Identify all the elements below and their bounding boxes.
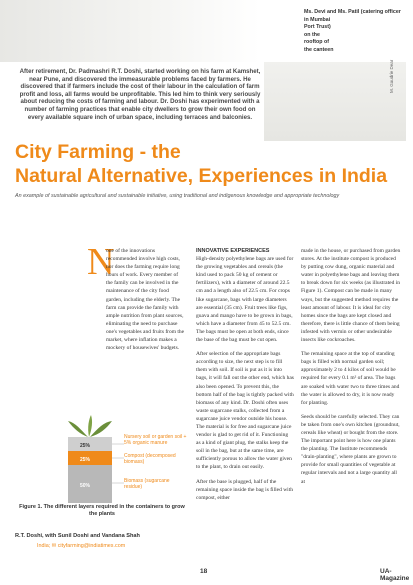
soil-pct: 25% bbox=[80, 443, 91, 449]
photo-credit: M. Gaudrie Dear bbox=[389, 59, 394, 93]
intro-paragraph: After retirement, Dr. Padmashri R.T. Doshi, started working on his farm at Kamshet, near Pune, and discovered the immeasurable problems faced by farmers. He discovered that if farmers include the cost of their labour in the calculation of farm profit and loss, all farms would be unprofitable. This led him to think very seriously about reducing the costs of farming and labour. Dr. Doshi has experimented with a number of farming practices that enable city dwellers to grow their own food on every available square inch of urban space, including terraces and balconies. bbox=[19, 68, 261, 121]
page-number: 18 bbox=[200, 568, 208, 575]
photo-caption-line: on the bbox=[304, 31, 320, 38]
photo-caption-line: the canteen bbox=[304, 46, 334, 53]
title-line-1: City Farming - the bbox=[15, 141, 181, 163]
photo-caption-line: Ms. Devi and Ms. Patil (catering officer bbox=[304, 9, 401, 15]
magazine-name: UA-Magazine bbox=[380, 568, 410, 582]
header-photo bbox=[0, 0, 260, 62]
contact-email[interactable]: India; ✉ cityfarming@indiatimes.com bbox=[37, 543, 126, 549]
drop-cap: N bbox=[87, 241, 115, 283]
rooftop-photo bbox=[264, 59, 406, 141]
col3-text bbox=[301, 247, 401, 492]
biomass-layer-label: Biomass (sugarcane residue) bbox=[124, 478, 170, 490]
paragraph: made in the house, or purchased from garden stores. At the institute compost is produced by putting cow dung, organic material and water in polyethylene bags and leaving them to break down for six weeks (as illustrated in Figure 1). Compost can be made in many ways, but the suggested method requires the least amount of labour. It is ideal for city homes since the bags are kept closed and therefore, there is little chance of them being infested with vermin or other undesirable insects like cockroaches. bbox=[301, 248, 401, 344]
photo-caption-line: rooftop of bbox=[304, 39, 330, 46]
title-line-2: Natural Alternative, Experiences in India bbox=[15, 165, 388, 187]
col2-text bbox=[196, 247, 294, 508]
section-heading: INNOVATIVE EXPERIENCES bbox=[196, 248, 270, 254]
compost-pct: 25% bbox=[80, 457, 91, 463]
paragraph: After selection of the appropriate bags according to size, the next step is to fill them with soil. If soil is put as it is into bags, it will fall out the other end, which has also been opened. To prevent this, the bottom half of the bag is tightly packed with biomass of any kind. Dr. Doshi often uses waste sugarcane stalks, collected from a sugarcane juice vendor outside his house. The material is for free and sugarcane juice vendor is glad to get rid of it. Functioning as a kind of giant plug, the stalks keep the soil in the bag, but at the same time, are sufficiently porous to allow the water given to the plant, to drain out easily. bbox=[196, 351, 294, 471]
paragraph: After the base is plugged, half of the remaining space inside the bag is filled with compost, either bbox=[196, 478, 293, 501]
photo-caption-line: in Mumbai bbox=[304, 16, 331, 23]
soil-layer-label: Nursery soil or garden soil + 5% organic manure bbox=[124, 434, 187, 446]
article-title bbox=[15, 140, 405, 188]
biomass-pct: 50% bbox=[80, 483, 91, 489]
paragraph: Seeds should be carefully selected. They can be taken from one's own kitchen (groundnut, cereals like wheat) or bought from the store. The important point here is how one plants the planting. The Institute recommends "drain-planting", where plants are grown to provide for small quantities of vegetable at regular intervals and not a large quantity all at bbox=[301, 413, 400, 485]
plant-leaves bbox=[68, 415, 112, 437]
col1-text: one of the innovations recommended involve high costs, nor does the farming require long hours of work. Every member of the family can be involved in the maintenance of the city food garden, including the elderly. The farm can provide the family with ample nutrition from plant sources, eliminating the need to purchase one's vegetables and fruits from the market, where inflation makes a mockery of housewives' budgets. bbox=[106, 248, 185, 352]
compost-layer-label: Compost (decomposed biomass) bbox=[124, 453, 176, 465]
author-byline: R.T. Doshi, with Sunil Doshi and Vandana Shah bbox=[15, 533, 140, 539]
container-layers-figure bbox=[50, 425, 130, 505]
article-subtitle: An example of sustainable agricultural and sustainable initiative, using traditional and indigenous knowledge and appropriate technology bbox=[15, 193, 340, 199]
figure-caption: Figure 1. The different layers required in the containers to grow the plants bbox=[19, 504, 185, 517]
paragraph: High-density polyethylene bags are used for the growing vegetables and cereals (the kind used to pack 50 kg of cement or fertilizers), with a diameter of around 22.5 cm and a length also of 22.5 cm. For crops like sugarcane, bags with large diameters are essential (35 cm). Fruit trees like figs, guava and mango have to be grown in bags, which have a diameter from 45 to 52.5 cm. The bags must be open at both ends, since the base of the bag must be cut open. bbox=[196, 256, 294, 344]
photo-caption bbox=[304, 9, 406, 55]
paragraph: The remaining space at the top of standing bags is filled with normal garden soil; approximately 2 to 4 kilos of soil would be required for every 0.1 m² of area. The bags are soaked with water two to three times and the water is allowed to dry, it is now ready for planting. bbox=[301, 351, 400, 406]
photo-caption-line: Port Trust) bbox=[304, 24, 331, 31]
